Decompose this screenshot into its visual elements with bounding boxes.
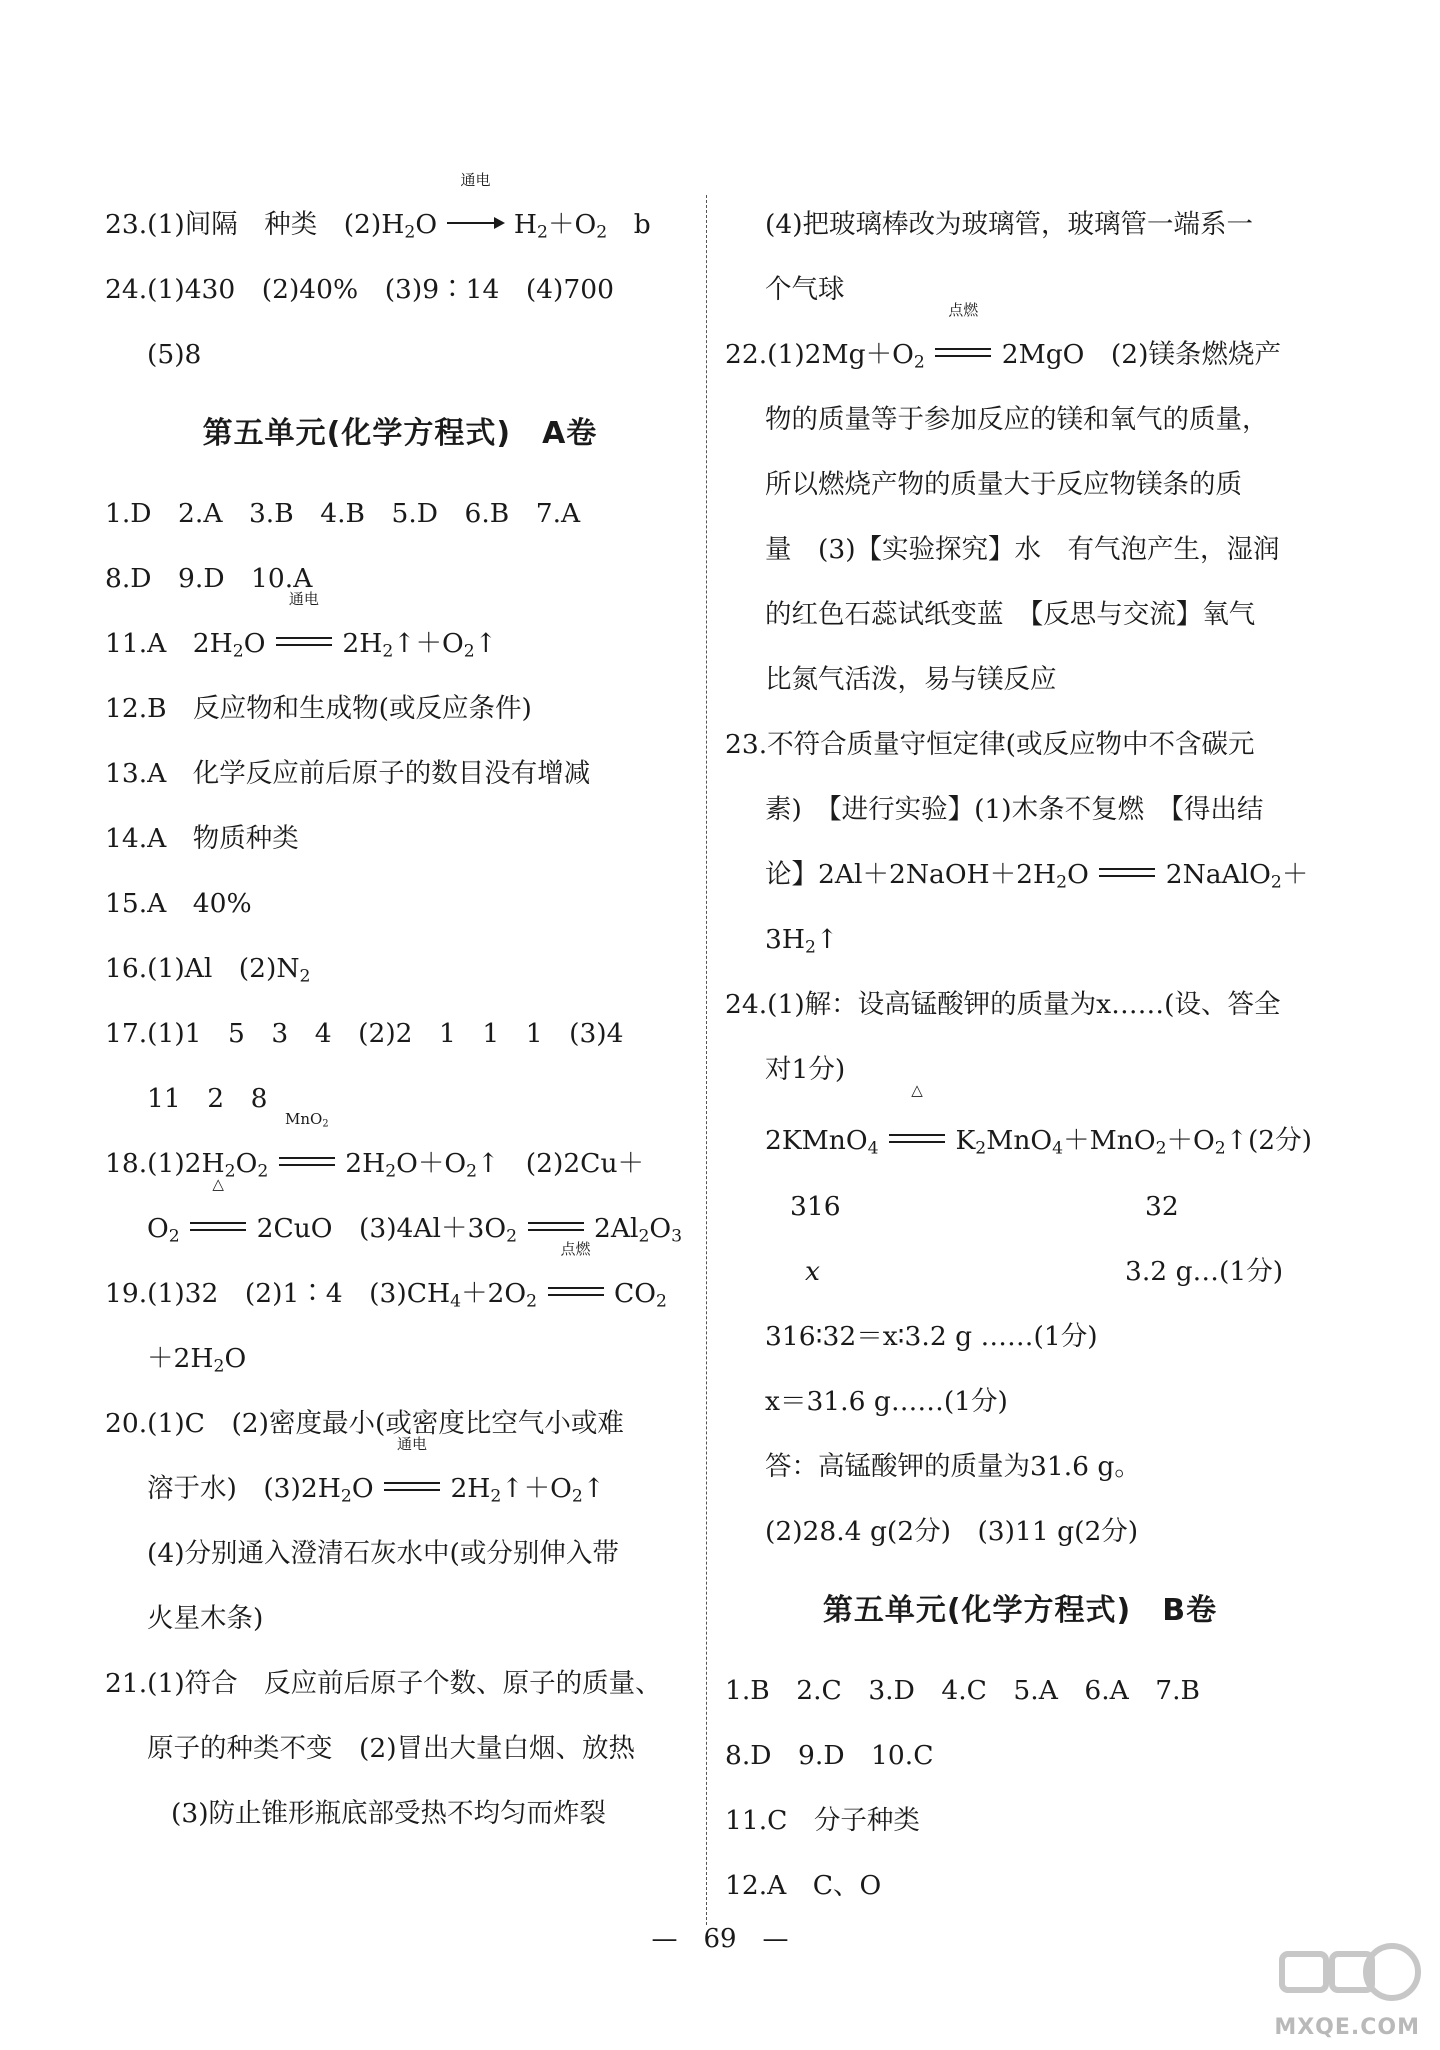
answer-24-answer: 答：高锰酸钾的质量为31.6 g。	[765, 1451, 1141, 1482]
answer-18-cont: $O_2$ △ 2CuO $(3)4Al+3O_2$ $2Al_2O_3$	[105, 1196, 695, 1261]
mc-answers-1: 1.D 2.A 3.B 4.B 5.D 6.B 7.A	[105, 498, 581, 529]
answer-21-line3: (3)防止锥形瓶底部受热不均匀而炸裂	[171, 1798, 607, 1829]
right-column	[725, 192, 1315, 1918]
answer-12: 12.B 反应物和生成物(或反应条件)	[105, 693, 532, 724]
answer-19: 19.(1)32 (2)1∶4 $(3)CH_4+2O_2$ 点燃 $CO_2$	[105, 1261, 695, 1326]
answer-22-line6: 比氮气活泼，易与镁反应	[765, 664, 1057, 695]
answer-20: 20.(1)C (2)密度最小(或密度比空气小或难	[105, 1408, 624, 1439]
answer-24-right: 24.(1)解：设高锰酸钾的质量为x……(设、答全	[725, 989, 1281, 1020]
answer-24-molar-mass: 316 32	[790, 1191, 1179, 1222]
mc-answers-2: 8.D 9.D 10.A	[105, 563, 313, 594]
answer-11: 11.A $2H_2O$ 通电 $2H_2↑+O_2↑$	[105, 611, 695, 676]
equals-sign: 点燃	[548, 1261, 604, 1326]
answer-15: 15.A 40%	[105, 888, 252, 919]
section-title-b: 第五单元(化学方程式) B卷	[822, 1593, 1218, 1628]
answer-13: 13.A 化学反应前后原子的数目没有增减	[105, 758, 591, 789]
answer-21-4: (4)把玻璃棒改为玻璃管，玻璃管一端系一	[765, 209, 1254, 240]
answer-21: 21.(1)符合 反应前后原子个数、原子的质量、	[105, 1668, 662, 1699]
watermark-text: MXQE.COM	[1274, 2015, 1420, 2040]
page-number: — 69 —	[651, 1924, 789, 1954]
watermark-logo-icon	[1272, 1932, 1422, 2012]
answer-21-4-cont: 个气球	[765, 274, 845, 305]
answer-17: 17.(1)1 5 3 4 (2)2 1 1 1 (3)4	[105, 1018, 624, 1049]
equals-sign: MnO$_2$	[279, 1131, 335, 1196]
answer-23-right: 23.不符合质量守恒定律(或反应物中不含碳元	[725, 729, 1255, 760]
answer-22-line3: 所以燃烧产物的质量大于反应物镁条的质	[765, 469, 1242, 500]
answer-23-line4: $3H_2↑$	[765, 924, 839, 958]
answer-22: $22.(1)2Mg+O_2$ 点燃 2MgO (2)镁条燃烧产	[725, 322, 1315, 387]
answer-21-line2: 原子的种类不变 (2)冒出大量白烟、放热	[147, 1733, 636, 1764]
equals-sign	[1099, 842, 1155, 907]
mc-answers-b-2: 8.D 9.D 10.C	[725, 1740, 934, 1771]
answer-22-line5: 的红色石蕊试纸变蓝 【反思与交流】氧气	[765, 599, 1256, 630]
answer-16: 16.(1)Al $(2)N_2$	[105, 953, 311, 987]
watermark-logo	[1272, 1932, 1422, 2042]
answer-19-cont: $+2H_2O$	[147, 1343, 247, 1377]
equals-sign: △	[190, 1196, 246, 1261]
answer-22-line2: 物的质量等于参加反应的镁和氧气的质量，	[765, 404, 1269, 435]
answer-b-12: 12.A C、O	[725, 1870, 882, 1901]
answer-20-line3: (4)分别通入澄清石灰水中(或分别伸入带	[147, 1538, 619, 1569]
equals-sign: 点燃	[935, 322, 991, 387]
answer-24-result: x＝31.6 g……(1分)	[765, 1386, 1008, 1417]
answer-20-line4: 火星木条)	[147, 1603, 264, 1634]
answer-20-line2: 溶于水) $(3)2H_2O$ 通电 $2H_2↑+O_2↑$	[105, 1456, 695, 1521]
section-title-a: 第五单元(化学方程式) A卷	[202, 416, 598, 451]
answer-22-line4: 量 (3)【实验探究】水 有气泡产生，湿润	[765, 534, 1280, 565]
answer-24-line2: 对1分)	[765, 1054, 846, 1085]
answer-24-cont: (5)8	[147, 339, 202, 370]
left-column	[105, 171, 695, 1846]
answer-24-part2: (2)28.4 g(2分) (3)11 g(2分)	[765, 1516, 1139, 1547]
answer-b-11: 11.C 分子种类	[725, 1805, 920, 1836]
equals-sign: 通电	[276, 611, 332, 676]
mc-answers-b-1: 1.B 2.C 3.D 4.C 5.A 6.A 7.B	[725, 1675, 1201, 1706]
answer-23-line3: 论】$2Al+2NaOH+2H_2O$ 2NaAlO$_2$＋	[725, 842, 1315, 907]
answer-24-equation: 2KMnO$_4$ △ $K_2MnO_4+MnO_2+O_2↑(2$分)	[725, 1102, 1315, 1174]
answer-18: $18.(1)2H_2O_2$ MnO$_2$ $2H_2O+O_2↑$ (2)2Cu＋	[105, 1131, 695, 1196]
answer-24: 24.(1)430 (2)40% (3)9∶14 (4)700	[105, 274, 614, 305]
answer-14: 14.A 物质种类	[105, 823, 299, 854]
reaction-arrow: 通电	[447, 192, 503, 257]
answer-17-cont: 11 2 8	[147, 1083, 268, 1114]
answer-23: 23.(1)间隔 种类 $(2)H_2O$ 通电 $H_2+O_2$ b	[105, 192, 695, 257]
column-divider	[706, 195, 707, 1925]
answer-24-masses: x 3.2 g…(1分)	[805, 1256, 1284, 1287]
equals-sign: 通电	[384, 1456, 440, 1521]
equals-sign: △	[889, 1102, 945, 1180]
answer-23-line2: 素) 【进行实验】(1)木条不复燃 【得出结	[765, 794, 1264, 825]
answer-24-proportion: 316∶32＝x∶3.2 g ……(1分)	[765, 1321, 1098, 1352]
